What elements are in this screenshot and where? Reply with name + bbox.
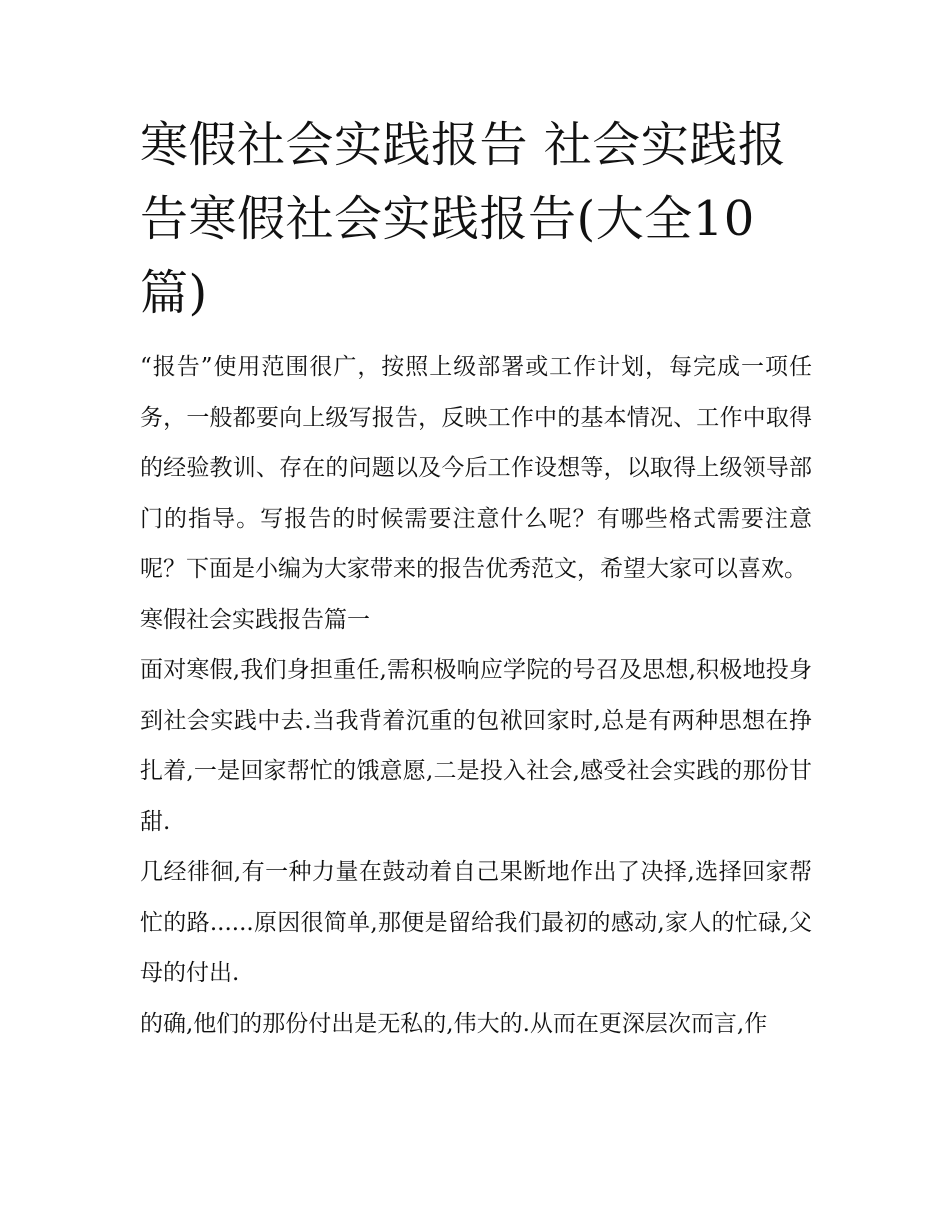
body-paragraph-3: 的确,他们的那份付出是无私的,伟大的.从而在更深层次而言,作: [140, 1010, 768, 1037]
document-body: [140, 108, 812, 1049]
body-paragraph-1: 面对寒假,我们身担重任,需积极响应学院的号召及思想,积极地投身到社会实践中去.当我背着沉重的包袱回家时,总是有两种思想在挣扎着,一是回家帮忙的饿意愿,二是投入社会,感受社会实践的那份甘甜.: [140, 657, 812, 835]
document-title: 寒假社会实践报告 社会实践报告寒假社会实践报告(大全10篇): [140, 117, 787, 321]
section-heading: 寒假社会实践报告篇一: [140, 606, 370, 633]
body-paragraph-2: 几经徘徊,有一种力量在鼓动着自己果断地作出了决择,选择回家帮忙的路......原因很简单,那便是留给我们最初的感动,家人的忙碌,父母的付出.: [140, 859, 812, 986]
intro-paragraph: “报告”使用范围很广，按照上级部署或工作计划，每完成一项任务，一般都要向上级写报告，反映工作中的基本情况、工作中取得的经验教训、存在的问题以及今后工作设想等，以取得上级领导部门的指导。写报告的时候需要注意什么呢？有哪些格式需要注意呢？下面是小编为大家带来的报告优秀范文，希望大家可以喜欢。: [140, 354, 812, 582]
